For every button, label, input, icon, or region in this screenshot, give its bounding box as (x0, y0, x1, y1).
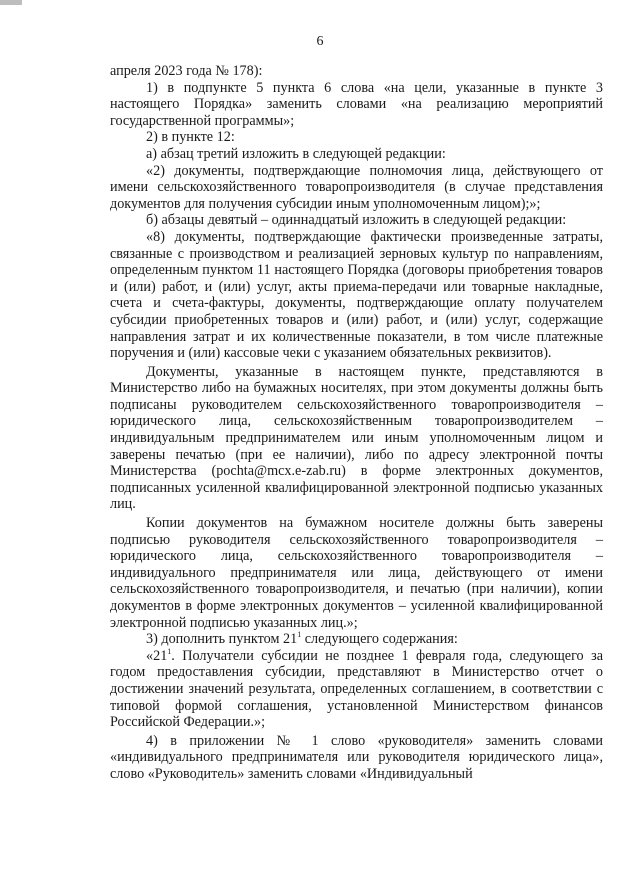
paragraph-item-3 (110, 631, 603, 648)
scan-corner-mark (0, 0, 22, 5)
document-body (110, 63, 603, 783)
paragraph: б) абзацы девятый – одиннадцатый изложить в следующей редакции: (146, 212, 567, 229)
paragraph: а) абзац третий изложить в следующей редакции: (146, 145, 446, 162)
paragraph: «2) документы, подтверждающие полномочия лица, действующего от имени сельскохозяйственного товаропроизводителя (в случае представления документов для получения субсидии иным уполномоченным лицом);»; (110, 162, 603, 212)
paragraph-text: . Получатели субсидии не позднее 1 февраля года, следующего за годом предоставления субсидии, представляют в Министерство отчет о достижении значений результата, определенных соглашением, в соответствии с типовой формой соглашения, установленной Министерством финансов Российской Федерации.»; (110, 647, 603, 731)
paragraph: 1) в подпункте 5 пункта 6 слова «на цели, указанные в пункте 3 настоящего Порядка» заменить словами «на реализацию мероприятий государственной программы»; (110, 79, 603, 129)
superscript: 1 (297, 630, 302, 640)
paragraph: 4) в приложении № 1 слово «руководителя» заменить словами «индивидуального предпринимателя или руководителя юридического лица», слово «Руководитель» заменить словами «Индивидуальный (110, 732, 603, 782)
paragraph: «8) документы, подтверждающие фактически произведенные затраты, связанные с производством и реализацией зерновых культур по направлениям, определенным пунктом 11 настоящего Порядка (договоры приобретения товаров и (или) работ, и (или) услуг, акты приема-передачи или товарные накладные, счета и счета-фактуры, документы, подтверждающие оплату получателем субсидии приобретенных товаров и (или) работ, и (или) услуг, содержащие направления затрат и их количественные показатели, в том числе платежные поручения и (или) кассовые чеки с указанием обязательных реквизитов). (110, 228, 603, 362)
paragraph: Копии документов на бумажном носителе должны быть заверены подписью руководителя сельскохозяйственного товаропроизводителя – юридического лица, сельскохозяйственного товаропроизводителя – индивидуального предпринимателя или лица, действующего от имени сельскохозяйственного товаропроизводителя, и печатью (при наличии), копии документов в форме электронных документов – усиленной квалифицированной электронной подписью указанных лиц.»; (110, 515, 603, 631)
paragraph: 2) в пункте 12: (146, 129, 235, 146)
superscript: 1 (167, 646, 172, 656)
page-number: 6 (316, 34, 324, 49)
paragraph-text: следующего содержания: (301, 631, 458, 648)
paragraph-item-21-1 (110, 648, 603, 731)
paragraph-text: «21 (146, 647, 168, 664)
paragraph-text: 3) дополнить пунктом 21 (146, 631, 298, 648)
paragraph: апреля 2023 года № 178): (110, 63, 263, 79)
paragraph: Документы, указанные в настоящем пункте, представляются в Министерство либо на бумажных носителях, при этом документы должны быть подписаны руководителем сельскохозяйственного товаропроизводителя – юридического лица, сельскохозяйственным товаропроизводителем – индивидуальным предпринимателем или иным уполномоченным лицом и заверены печатью (при ее наличии), либо по адресу электронной почты Министерства (pochta@mcx.e-zab.ru) в форме электронных документов, подписанных усиленной квалифицированной электронной подписью указанных лиц. (110, 363, 603, 513)
